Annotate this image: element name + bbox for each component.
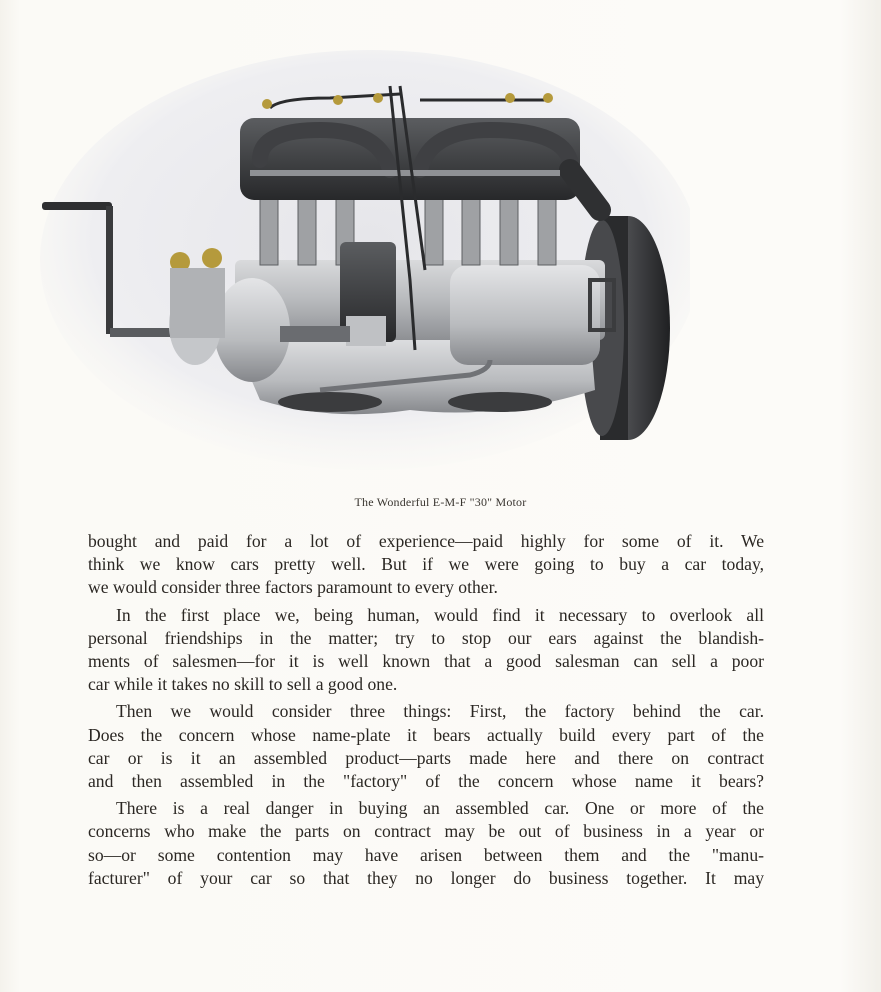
text-line: car or is it an assembled product—parts made here and there on contract [88, 747, 764, 768]
text-line: Does the concern whose name-plate it bears actually build every part of the [88, 724, 764, 745]
paragraph-2 [88, 604, 764, 697]
text-line: think we know cars pretty well. But if we were going to buy a car today, [88, 554, 764, 575]
text-line: Then we would consider three things: First, the factory behind the car. [116, 701, 764, 722]
text-line: concerns who make the parts on contract may be out of business in a year or [88, 821, 764, 842]
text-line: we would consider three factors paramount to every other. [88, 577, 498, 598]
text-line: bought and paid for a lot of experience—paid highly for some of it. We [88, 531, 764, 551]
paragraph-3 [88, 700, 764, 793]
text-line: facturer" of your car so that they no longer do business together. It may [88, 867, 764, 888]
text-line: In the first place we, being human, would find it necessary to overlook all [116, 604, 764, 625]
body-text [88, 530, 764, 890]
text-line: car while it takes no skill to sell a good one. [88, 674, 398, 695]
figure-caption: The Wonderful E-M-F "30" Motor [354, 495, 527, 509]
text-line: so—or some contention may have arisen between them and the "manu- [88, 844, 764, 865]
paragraph-4 [88, 797, 764, 890]
text-line: ments of salesmen—for it is well known that a good salesman can sell a poor [88, 651, 764, 672]
text-line: and then assembled in the "factory" of the concern whose name it bears? [88, 771, 764, 792]
text-line: personal friendships in the matter; try to stop our ears against the blandish- [88, 627, 764, 648]
engine-illustration [30, 30, 690, 490]
paragraph-1 [88, 530, 764, 600]
text-line: There is a real danger in buying an assembled car. One or more of the [116, 798, 764, 819]
